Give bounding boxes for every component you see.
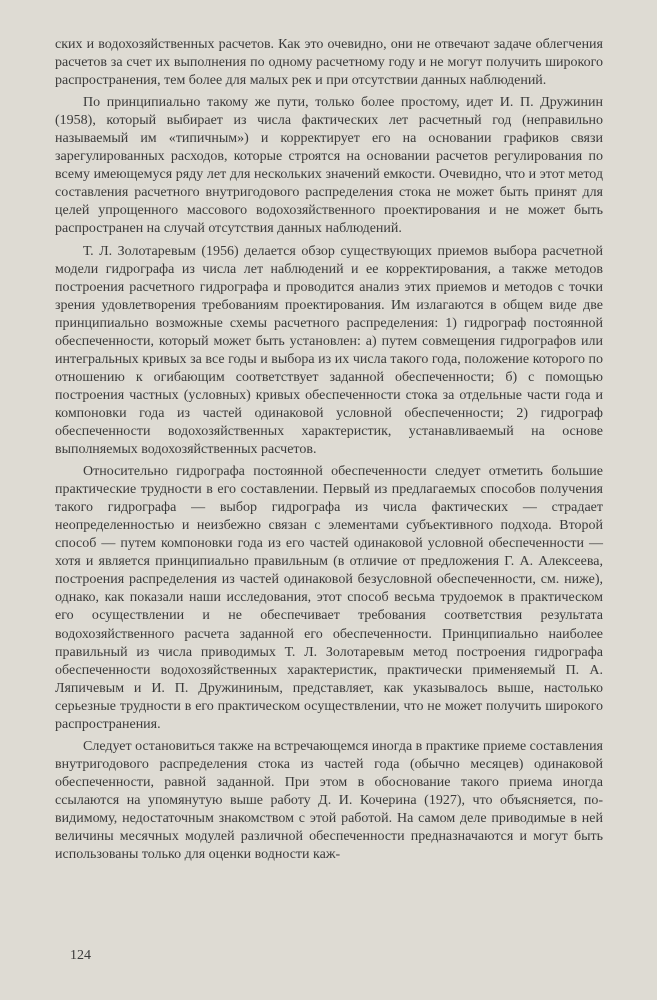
page-number: 124 bbox=[70, 948, 91, 963]
body-text bbox=[55, 36, 603, 868]
paragraph-3: Т. Л. Золотаревым (1956) делается обзор существующих приемов выбора расчетной модели гидрографа из числа лет наблюдений и ее корректирования, а также методов построения расчетного гидрографа и проводится анализ этих приемов и методов с точки зрения удовлетворения требованиям проектирования. Им излагаются в общем виде две принципиально возможные схемы расчетного распределения: 1) гидрограф постоянной обеспеченности, который может быть установлен: а) путем совмещения гидрографов или интегральных кривых за все годы и выбора из их числа такого года, положение которого по отношению к огибающим соответствует заданной обеспеченности; б) с помощью построения частных (условных) кривых обеспеченности стока за отдельные части года и компоновки года из частей одинаковой условной обеспеченности; 2) гидрограф обеспеченности водохозяйственных характеристик, устанавливаемый на основе выполняемых водохозяйственных расчетов. bbox=[55, 243, 603, 458]
paragraph-4: Относительно гидрографа постоянной обеспеченности следует отметить большие практические трудности в его составлении. Первый из предлагаемых способов получения такого гидрографа — выбор гидрографа из числа фактических — страдает неопределенностью и неизбежно связан с элементами субъективного подхода. Второй способ — путем компоновки года из его частей одинаковой условной обеспеченности — хотя и является принципиально правильным (в отличие от предложения Г. А. Алексеева, построения распределения из частей одинаковой безусловной обеспеченности, см. ниже), однако, как показали наши исследования, этот способ весьма трудоемок в практическом его осуществлении и не обеспечивает требования соответствия результата водохозяйственного расчета заданной его обеспеченности. Принципиально наиболее правильный из числа приводимых Т. Л. Золотаревым метод построения гидрографа обеспеченности водохозяйственных характеристик, практически применяемый П. А. Ляпичевым и И. П. Дружининым, представляет, как указывалось выше, настолько серьезные трудности в его практическом осуществлении, что не может получить широкого распространения. bbox=[55, 464, 603, 732]
paragraph-5: Следует остановиться также на встречающемся иногда в практике приеме составления внутригодового распределения стока из частей года (обычно месяцев) одинаковой обеспеченности, равной заданной. При этом в обоснование такого приема иногда ссылаются на упомянутую выше работу Д. И. Кочерина (1927), что объясняется, по-видимому, недостаточным знакомством с этой работой. На самом деле приводимые в ней величины месячных модулей различной обеспеченности предназначаются и могут быть использованы только для оценки водности каж- bbox=[55, 738, 603, 863]
paragraph-2: По принципиально такому же пути, только более простому, идет И. П. Дружинин (1958), который выбирает из числа фактических лет расчетный год (неправильно называемый им «типичным») и корректирует его на основании графиков связи зарегулированных расходов, которые строятся на основании расчетов регулирования по всему имеющемуся ряду лет для нескольких значений емкости. Очевидно, что и этот метод составления расчетного внутригодового распределения стока не может быть принят для целей упрощенного массового водохозяйственного проектирования и не может быть распространен на случай отсутствия данных наблюдений. bbox=[55, 95, 603, 237]
paragraph-1: ских и водохозяйственных расчетов. Как это очевидно, они не отвечают задаче облегчения расчетов за счет их выполнения по одному расчетному году и не могут получить широкого распространения, тем более для малых рек и при отсутствии данных наблюдений. bbox=[55, 37, 603, 89]
